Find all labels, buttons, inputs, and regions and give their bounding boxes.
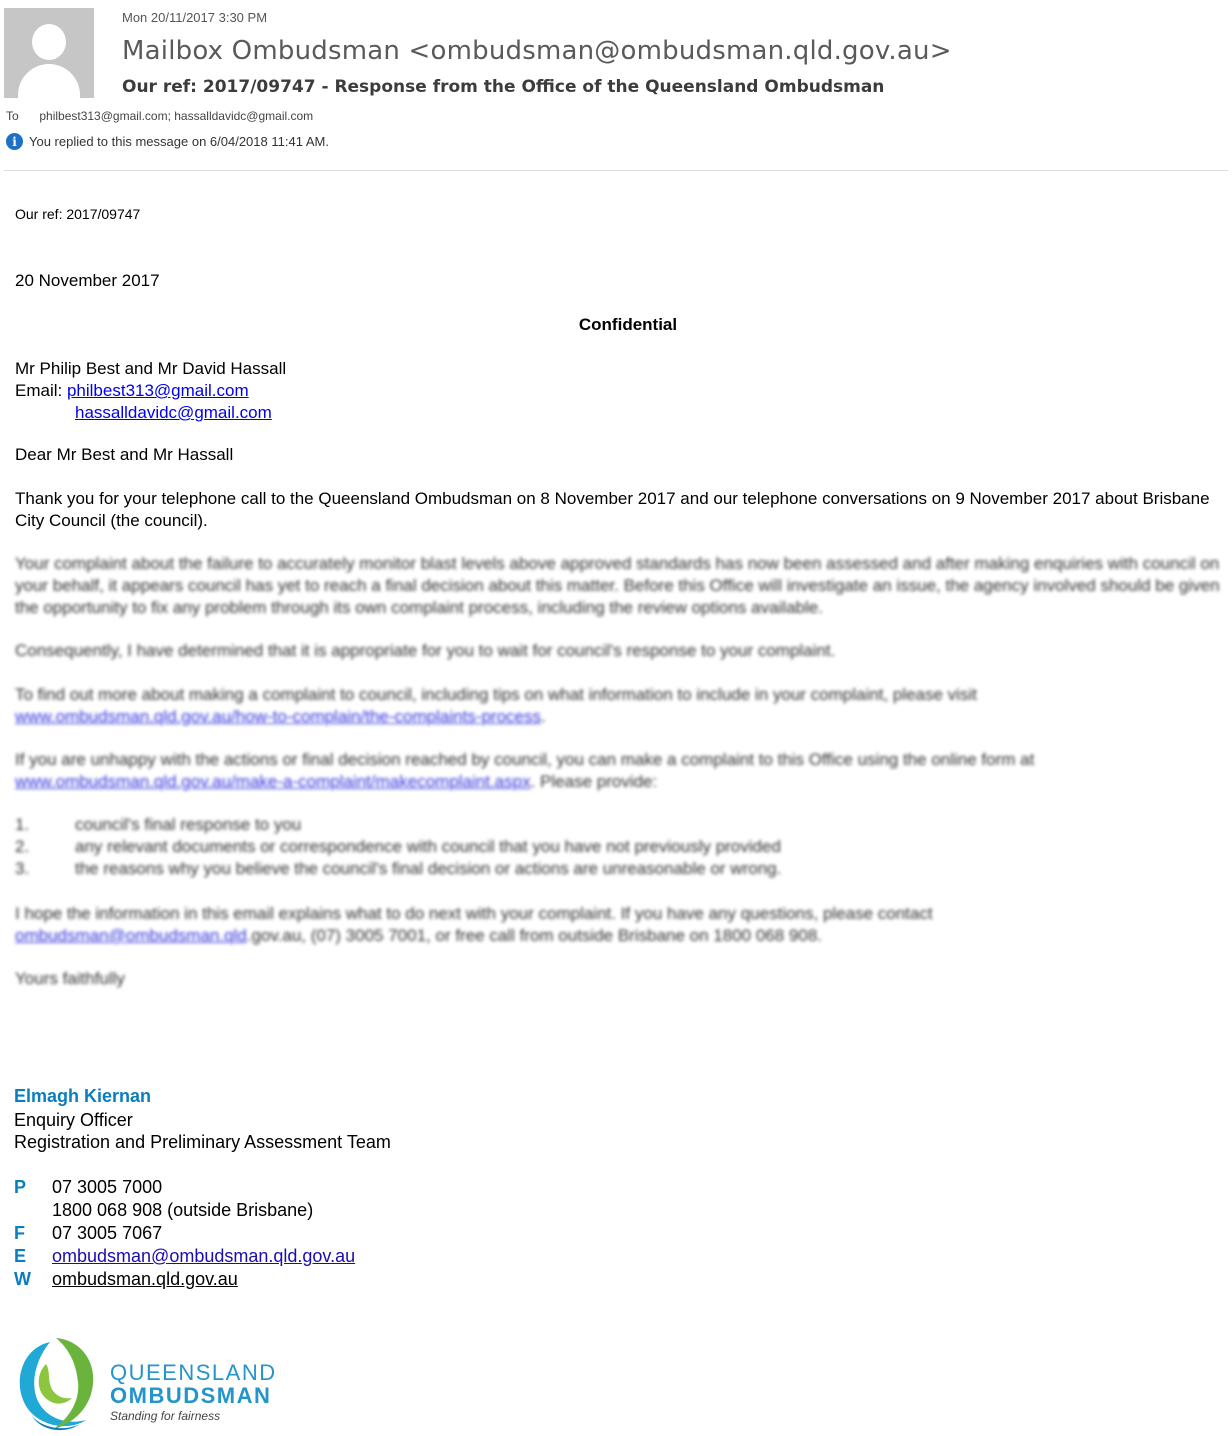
list-number: 2. xyxy=(15,837,30,856)
to-label: To xyxy=(6,109,19,123)
paragraph-6-end: .gov.au, (07) 3005 7001, or free call from outside Brisbane on 1800 068 908. xyxy=(246,926,823,945)
contact-row-fax xyxy=(14,1222,355,1245)
list-number: 3. xyxy=(15,859,30,878)
recipient-email-link-1[interactable]: philbest313@gmail.com xyxy=(66,381,249,400)
signature-email-link[interactable]: ombudsman@ombudsman.qld.gov.au xyxy=(52,1246,356,1266)
signature-name: Elmagh Kiernan xyxy=(14,1086,152,1106)
reply-info-text: You replied to this message on 6/04/2018 11:41 AM. xyxy=(29,134,329,149)
list-number: 1. xyxy=(15,815,30,834)
logo-text-ombudsman: OMBUDSMAN xyxy=(110,1383,272,1408)
contact-label: F xyxy=(14,1223,25,1243)
contact-email-link[interactable]: ombudsman@ombudsman.qld xyxy=(15,926,247,945)
paragraph-5-end: . Please provide: xyxy=(530,772,658,791)
list-text: any relevant documents or correspondence with council that you have not previously provided xyxy=(75,837,781,856)
logo-swirl-icon xyxy=(20,1338,94,1430)
letter-date: 20 November 2017 xyxy=(15,271,160,290)
avatar-body-shape xyxy=(18,64,80,98)
recipient-email-row xyxy=(15,380,286,402)
contact-label: P xyxy=(14,1177,27,1197)
contact-label: E xyxy=(14,1246,27,1266)
logo-tagline: Standing for fairness xyxy=(110,1409,221,1423)
message-header xyxy=(0,0,1232,172)
message-subject: Our ref: 2017/09747 - Response from the Office of the Queensland Ombudsman xyxy=(122,77,885,97)
list-text: the reasons why you believe the council's final decision or actions are unreasonable or wrong. xyxy=(75,859,782,878)
header-divider xyxy=(4,170,1228,171)
confidential-heading: Confidential xyxy=(578,315,678,334)
contact-row-web xyxy=(14,1268,355,1291)
paragraph-6-blurred xyxy=(15,903,1230,947)
paragraph-4-blurred xyxy=(15,684,1230,728)
contact-label: W xyxy=(14,1269,31,1289)
closing-blurred: Yours faithfully xyxy=(15,969,125,988)
reply-info-bar[interactable] xyxy=(6,133,329,150)
list-item xyxy=(15,836,1230,858)
paragraph-4-text: To find out more about making a complaint to council, including tips on what information to include in your complaint, please visit xyxy=(15,685,977,704)
paragraph-6-text: I hope the information in this email explains what to do next with your complaint. If you have any questions, please contact xyxy=(15,904,933,923)
recipient-email-row-2 xyxy=(15,402,286,424)
email-label: Email: xyxy=(15,381,67,400)
make-complaint-link[interactable]: www.ombudsman.qld.gov.au/make-a-complaint/makecomplaint.aspx xyxy=(15,772,531,791)
signature-role xyxy=(14,1109,391,1153)
contact-row-phone xyxy=(14,1176,355,1199)
fax-number: 07 3005 7067 xyxy=(52,1223,163,1243)
to-recipients[interactable]: philbest313@gmail.com; hassalldavidc@gmail.com xyxy=(39,109,314,123)
contact-row-freecall xyxy=(14,1199,355,1222)
paragraph-5-text: If you are unhappy with the actions or final decision reached by council, you can make a complaint to this Office using the online form at xyxy=(15,750,1035,769)
list-text: council's final response to you xyxy=(75,815,302,834)
list-item xyxy=(15,858,1230,880)
letter-reference: Our ref: 2017/09747 xyxy=(15,206,141,222)
list-item xyxy=(15,814,1230,836)
paragraph-1: Thank you for your telephone call to the Queensland Ombudsman on 8 November 2017 and our telephone conversations on 9 November 2017 about Brisbane City Council (the council). xyxy=(15,489,1210,530)
to-row xyxy=(6,109,313,123)
signature-team: Registration and Preliminary Assessment Team xyxy=(14,1132,391,1152)
phone-number: 07 3005 7000 xyxy=(52,1177,163,1197)
recipient-names: Mr Philip Best and Mr David Hassall xyxy=(15,359,287,378)
info-icon: i xyxy=(6,133,23,150)
contact-row-email xyxy=(14,1245,355,1268)
paragraph-2-blurred: Your complaint about the failure to accurately monitor blast levels above approved standards has now been assessed and after making enquiries with council on your behalf, it appears council has yet to reach a final decision about this matter. Before this Office will investigate an issue, the agency involved should be given the opportunity to fix any problem through its own complaint process, including the review options available. xyxy=(15,554,1220,617)
recipient-block xyxy=(15,358,286,424)
signature-website-link[interactable]: ombudsman.qld.gov.au xyxy=(52,1269,238,1289)
requirements-list xyxy=(15,814,1230,880)
paragraph-5-blurred xyxy=(15,749,1230,793)
recipient-email-link-2[interactable]: hassalldavidc@gmail.com xyxy=(75,403,272,422)
contact-label xyxy=(14,1199,52,1222)
sender-avatar[interactable] xyxy=(4,8,94,98)
complaints-process-link[interactable]: www.ombudsman.qld.gov.au/how-to-complain/the-complaints-process xyxy=(15,707,541,726)
paragraph-3-blurred: Consequently, I have determined that it is appropriate for you to wait for council's response to your complaint. xyxy=(15,641,836,660)
salutation: Dear Mr Best and Mr Hassall xyxy=(15,445,234,464)
signature-title: Enquiry Officer xyxy=(14,1110,133,1130)
avatar-head-shape xyxy=(32,24,66,60)
sender-name[interactable]: Mailbox Ombudsman <ombudsman@ombudsman.qld.gov.au> xyxy=(122,36,952,66)
message-date: Mon 20/11/2017 3:30 PM xyxy=(122,10,268,25)
contact-details xyxy=(14,1176,355,1291)
freecall-number: 1800 068 908 (outside Brisbane) xyxy=(52,1200,314,1220)
logo-text-queensland: QUEENSLAND xyxy=(110,1360,277,1385)
paragraph-4-end: . xyxy=(540,707,546,726)
